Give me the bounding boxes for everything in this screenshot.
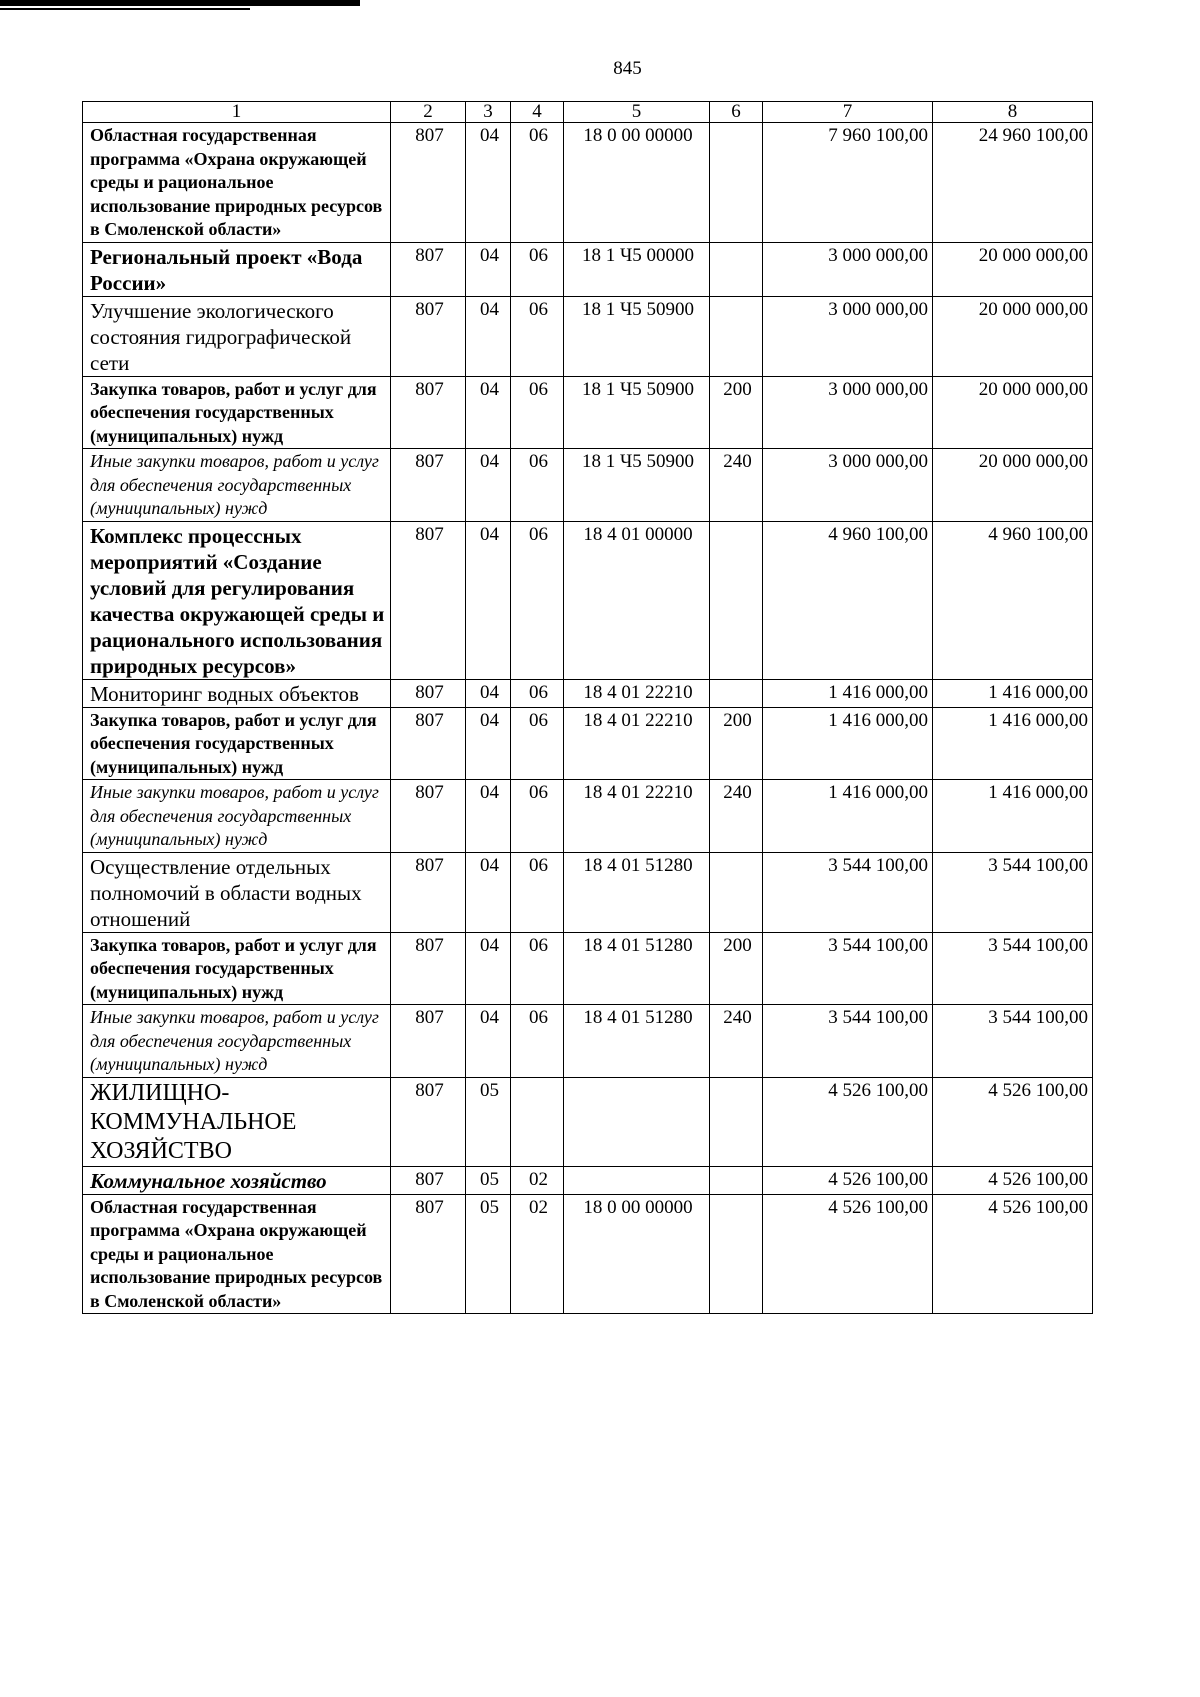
table-row: [83, 932, 1093, 1005]
admin-code: 807: [391, 1194, 466, 1314]
admin-code: 807: [391, 780, 466, 853]
amount-col7: 1 416 000,00: [763, 679, 933, 707]
admin-code: 807: [391, 1077, 466, 1166]
expense-type-code: [710, 123, 763, 243]
row-name: Иные закупки товаров, работ и услуг для обеспечения государственных (муниципальных) нужд: [83, 449, 391, 522]
section-code: 05: [466, 1194, 511, 1314]
subsection-code: 02: [511, 1194, 564, 1314]
expense-type-code: [710, 1194, 763, 1314]
target-item-code: 18 1 Ч5 50900: [564, 449, 710, 522]
row-name: Областная государственная программа «Охрана окружающей среды и рациональное использование природных ресурсов в Смоленской области»: [83, 1194, 391, 1314]
row-name: Иные закупки товаров, работ и услуг для обеспечения государственных (муниципальных) нужд: [83, 780, 391, 853]
section-code: 04: [466, 242, 511, 296]
section-code: 04: [466, 123, 511, 243]
admin-code: 807: [391, 123, 466, 243]
amount-col8: 1 416 000,00: [933, 707, 1093, 780]
amount-col8: 20 000 000,00: [933, 449, 1093, 522]
table-row: [83, 679, 1093, 707]
admin-code: 807: [391, 449, 466, 522]
amount-col8: 4 526 100,00: [933, 1194, 1093, 1314]
amount-col7: 4 526 100,00: [763, 1194, 933, 1314]
table-row: [83, 449, 1093, 522]
row-name: Коммунальное хозяйство: [83, 1166, 391, 1194]
subsection-code: 06: [511, 679, 564, 707]
amount-col7: 4 526 100,00: [763, 1077, 933, 1166]
column-header: 8: [933, 102, 1093, 123]
table-row: [83, 296, 1093, 376]
subsection-code: 06: [511, 376, 564, 449]
column-header: 6: [710, 102, 763, 123]
table-row: [83, 780, 1093, 853]
column-header: 5: [564, 102, 710, 123]
row-name: Мониторинг водных объектов: [83, 679, 391, 707]
column-header: 2: [391, 102, 466, 123]
amount-col7: 1 416 000,00: [763, 780, 933, 853]
amount-col8: 4 960 100,00: [933, 521, 1093, 679]
amount-col8: 20 000 000,00: [933, 242, 1093, 296]
table-row: [83, 376, 1093, 449]
expense-type-code: 200: [710, 707, 763, 780]
admin-code: 807: [391, 852, 466, 932]
expense-type-code: 240: [710, 1005, 763, 1078]
table-row: [83, 1005, 1093, 1078]
target-item-code: 18 1 Ч5 50900: [564, 296, 710, 376]
target-item-code: 18 4 01 22210: [564, 707, 710, 780]
row-name: Комплекс процессных мероприятий «Создание условий для регулирования качества окружающей среды и рационального использования природных ресурсов»: [83, 521, 391, 679]
top-rule-thin: [0, 8, 250, 10]
amount-col8: 20 000 000,00: [933, 296, 1093, 376]
expense-type-code: 200: [710, 376, 763, 449]
section-code: 04: [466, 1005, 511, 1078]
target-item-code: 18 4 01 51280: [564, 852, 710, 932]
target-item-code: [564, 1077, 710, 1166]
target-item-code: 18 4 01 51280: [564, 932, 710, 1005]
amount-col7: 3 000 000,00: [763, 449, 933, 522]
target-item-code: 18 1 Ч5 00000: [564, 242, 710, 296]
expense-type-code: [710, 1166, 763, 1194]
admin-code: 807: [391, 376, 466, 449]
expense-type-code: [710, 1077, 763, 1166]
admin-code: 807: [391, 1005, 466, 1078]
amount-col7: 4 960 100,00: [763, 521, 933, 679]
section-code: 04: [466, 679, 511, 707]
column-header: 7: [763, 102, 933, 123]
target-item-code: 18 4 01 00000: [564, 521, 710, 679]
row-name: Осуществление отдельных полномочий в области водных отношений: [83, 852, 391, 932]
table-row: [83, 707, 1093, 780]
table-row: [83, 123, 1093, 243]
amount-col7: 3 544 100,00: [763, 932, 933, 1005]
subsection-code: 06: [511, 780, 564, 853]
column-header: 3: [466, 102, 511, 123]
target-item-code: 18 0 00 00000: [564, 123, 710, 243]
table-row: [83, 852, 1093, 932]
expense-type-code: [710, 852, 763, 932]
column-header: 4: [511, 102, 564, 123]
section-code: 05: [466, 1166, 511, 1194]
row-name: Улучшение экологического состояния гидрографической сети: [83, 296, 391, 376]
section-code: 04: [466, 707, 511, 780]
budget-table: [82, 101, 1093, 1314]
section-code: 04: [466, 296, 511, 376]
target-item-code: 18 4 01 22210: [564, 679, 710, 707]
amount-col8: 1 416 000,00: [933, 679, 1093, 707]
column-header: 1: [83, 102, 391, 123]
subsection-code: 06: [511, 296, 564, 376]
amount-col7: 3 000 000,00: [763, 242, 933, 296]
expense-type-code: [710, 242, 763, 296]
subsection-code: 06: [511, 521, 564, 679]
subsection-code: 06: [511, 449, 564, 522]
amount-col7: 1 416 000,00: [763, 707, 933, 780]
table-row: [83, 1194, 1093, 1314]
table-header-row: [83, 102, 1093, 123]
expense-type-code: [710, 679, 763, 707]
amount-col8: 3 544 100,00: [933, 932, 1093, 1005]
page-number: 845: [613, 58, 642, 79]
amount-col7: 3 544 100,00: [763, 852, 933, 932]
amount-col8: 3 544 100,00: [933, 852, 1093, 932]
expense-type-code: 240: [710, 780, 763, 853]
row-name: Закупка товаров, работ и услуг для обеспечения государственных (муниципальных) нужд: [83, 707, 391, 780]
amount-col8: 3 544 100,00: [933, 1005, 1093, 1078]
row-name: Областная государственная программа «Охрана окружающей среды и рациональное использование природных ресурсов в Смоленской области»: [83, 123, 391, 243]
admin-code: 807: [391, 242, 466, 296]
amount-col7: 7 960 100,00: [763, 123, 933, 243]
target-item-code: 18 4 01 22210: [564, 780, 710, 853]
admin-code: 807: [391, 296, 466, 376]
subsection-code: 06: [511, 242, 564, 296]
amount-col8: 1 416 000,00: [933, 780, 1093, 853]
amount-col7: 4 526 100,00: [763, 1166, 933, 1194]
row-name: Иные закупки товаров, работ и услуг для обеспечения государственных (муниципальных) нужд: [83, 1005, 391, 1078]
admin-code: 807: [391, 932, 466, 1005]
row-name: ЖИЛИЩНО-КОММУНАЛЬНОЕ ХОЗЯЙСТВО: [83, 1077, 391, 1166]
expense-type-code: [710, 296, 763, 376]
target-item-code: [564, 1166, 710, 1194]
subsection-code: [511, 1077, 564, 1166]
amount-col7: 3 000 000,00: [763, 376, 933, 449]
subsection-code: 06: [511, 932, 564, 1005]
amount-col7: 3 544 100,00: [763, 1005, 933, 1078]
target-item-code: 18 1 Ч5 50900: [564, 376, 710, 449]
target-item-code: 18 4 01 51280: [564, 1005, 710, 1078]
amount-col8: 4 526 100,00: [933, 1077, 1093, 1166]
amount-col7: 3 000 000,00: [763, 296, 933, 376]
row-name: Закупка товаров, работ и услуг для обеспечения государственных (муниципальных) нужд: [83, 932, 391, 1005]
expense-type-code: [710, 521, 763, 679]
row-name: Региональный проект «Вода России»: [83, 242, 391, 296]
top-rule: [0, 0, 360, 6]
expense-type-code: 240: [710, 449, 763, 522]
admin-code: 807: [391, 1166, 466, 1194]
section-code: 04: [466, 521, 511, 679]
admin-code: 807: [391, 521, 466, 679]
admin-code: 807: [391, 707, 466, 780]
admin-code: 807: [391, 679, 466, 707]
subsection-code: 02: [511, 1166, 564, 1194]
table-row: [83, 521, 1093, 679]
subsection-code: 06: [511, 1005, 564, 1078]
amount-col8: 4 526 100,00: [933, 1166, 1093, 1194]
table-row: [83, 1166, 1093, 1194]
table-row: [83, 242, 1093, 296]
subsection-code: 06: [511, 123, 564, 243]
amount-col8: 20 000 000,00: [933, 376, 1093, 449]
section-code: 04: [466, 852, 511, 932]
table-row: [83, 1077, 1093, 1166]
subsection-code: 06: [511, 852, 564, 932]
amount-col8: 24 960 100,00: [933, 123, 1093, 243]
section-code: 04: [466, 449, 511, 522]
subsection-code: 06: [511, 707, 564, 780]
row-name: Закупка товаров, работ и услуг для обеспечения государственных (муниципальных) нужд: [83, 376, 391, 449]
section-code: 04: [466, 932, 511, 1005]
target-item-code: 18 0 00 00000: [564, 1194, 710, 1314]
expense-type-code: 200: [710, 932, 763, 1005]
section-code: 05: [466, 1077, 511, 1166]
section-code: 04: [466, 376, 511, 449]
section-code: 04: [466, 780, 511, 853]
